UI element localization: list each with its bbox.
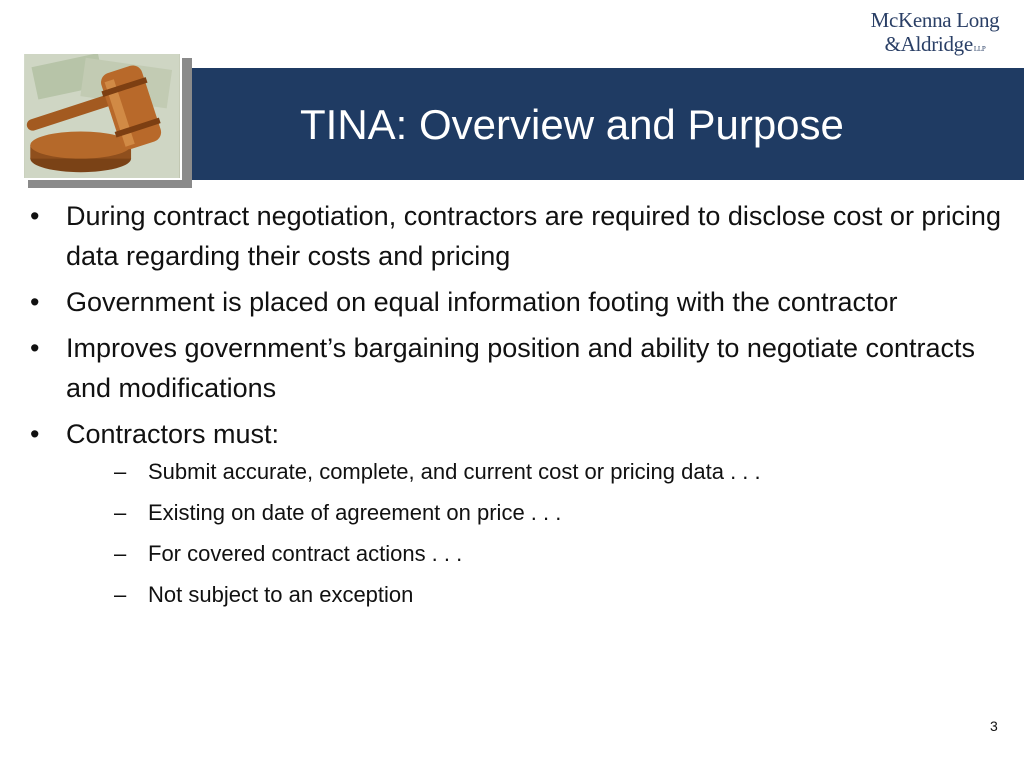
bullet-text: During contract negotiation, contractors are required to disclose cost or pricing data regarding their costs and pricing xyxy=(66,201,1001,271)
sub-bullet-text: Not subject to an exception xyxy=(148,582,414,607)
sub-bullet-item xyxy=(112,581,1008,609)
bullet-text: Government is placed on equal information footing with the contractor xyxy=(66,287,898,317)
sub-bullet-mark: – xyxy=(114,459,127,484)
sub-bullet-text: Submit accurate, complete, and current cost or pricing data . . . xyxy=(148,459,761,484)
gavel-photo xyxy=(22,52,182,180)
logo-line-2 xyxy=(855,32,1015,61)
bullet-mark: • xyxy=(30,419,40,449)
bullet-item xyxy=(28,414,1008,609)
bullet-item xyxy=(28,196,1008,276)
sub-bullet-item xyxy=(112,499,1008,527)
sub-bullet-mark: – xyxy=(114,541,127,566)
bullet-text: Contractors must: xyxy=(66,419,280,449)
logo-line-1: McKenna Long xyxy=(870,8,1000,32)
sub-bullet-item xyxy=(112,540,1008,568)
firm-logo xyxy=(855,8,1015,60)
bullet-mark: • xyxy=(30,287,40,317)
bullet-item xyxy=(28,282,1008,322)
sub-bullet-text: For covered contract actions . . . xyxy=(148,541,463,566)
sub-bullet-list xyxy=(112,458,1008,609)
bullet-list xyxy=(28,196,1008,622)
bullet-mark: • xyxy=(30,201,40,231)
logo-line-2-text: &Aldridge xyxy=(884,32,973,56)
bullet-text: Improves government’s bargaining position and ability to negotiate contracts and modifications xyxy=(66,333,976,403)
logo-suffix: LLP xyxy=(973,45,986,53)
bullet-item xyxy=(28,328,1008,408)
bullet-mark: • xyxy=(30,333,40,363)
gavel-icon xyxy=(24,54,180,178)
slide-title: TINA: Overview and Purpose xyxy=(300,101,844,148)
sub-bullet-text: Existing on date of agreement on price . . . xyxy=(148,500,562,525)
sub-bullet-item xyxy=(112,458,1008,486)
sub-bullet-mark: – xyxy=(114,582,127,607)
sub-bullet-mark: – xyxy=(114,500,127,525)
page-number: 3 xyxy=(990,718,998,734)
